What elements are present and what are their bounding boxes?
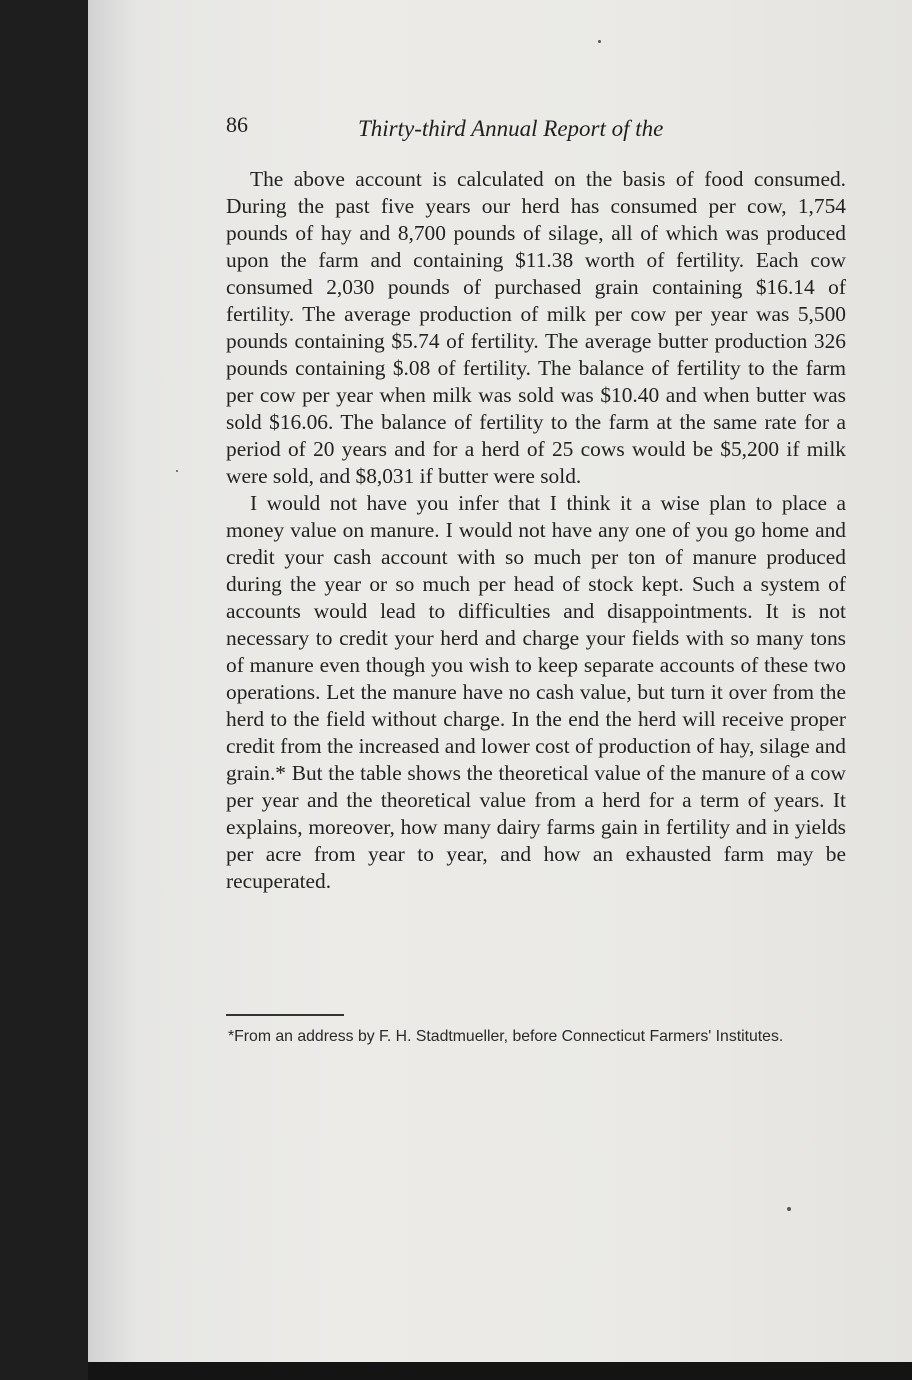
dust-speck: [176, 470, 178, 472]
dust-speck: [787, 1207, 791, 1211]
running-head: Thirty-third Annual Report of the: [358, 116, 664, 141]
body-text: [226, 166, 846, 895]
footnote-text: *From an address by F. H. Stadtmueller, before Connecticut Farmers' Institutes.: [228, 1028, 784, 1045]
footnote: [226, 1027, 846, 1046]
scan-bottom-edge: [88, 1362, 912, 1380]
page-number: 86: [226, 112, 248, 137]
paragraph: I would not have you infer that I think it a wise plan to place a money value on manure. I would not have any one of you go home and credit your cash account with so much per ton of manure produced during the year or so much per head of stock kept. Such a system of accounts would lead to difficulties and disappointments. It is not necessary to credit your herd and charge your fields with so many tons of manure even though you wish to keep separate accounts of these two operations. Let the manure have no cash value, but turn it over from the herd to the field without charge. In the end the herd will receive proper credit from the increased and lower cost of production of hay, silage and grain.* But the table shows the theoretical value of the manure of a cow per year and the theoretical value from a herd for a term of years. It explains, moreover, how many dairy farms gain in fertility and in yields per acre from year to year, and how an exhausted farm may be recuperated.: [226, 491, 846, 893]
paragraph: The above account is calculated on the basis of food consumed. During the past five years our herd has consumed per cow, 1,754 pounds of hay and 8,700 pounds of silage, all of which was produced upon the farm and containing $11.38 worth of fertility. Each cow consumed 2,030 pounds of purchased grain containing $16.14 of fertility. The average production of milk per cow per year was 5,500 pounds containing $5.74 of fertility. The average butter production 326 pounds containing $.08 of fertility. The balance of fertility to the farm per cow per year when milk was sold was $10.40 and when butter was sold $16.06. The balance of fertility to the farm at the same rate for a period of 20 years and for a herd of 25 cows would be $5,200 if milk were sold, and $8,031 if butter were sold.: [226, 167, 846, 488]
dust-speck: [598, 40, 601, 43]
footnote-rule: [226, 1014, 344, 1016]
scan-left-margin: [0, 0, 88, 1380]
page-header: [226, 112, 846, 148]
